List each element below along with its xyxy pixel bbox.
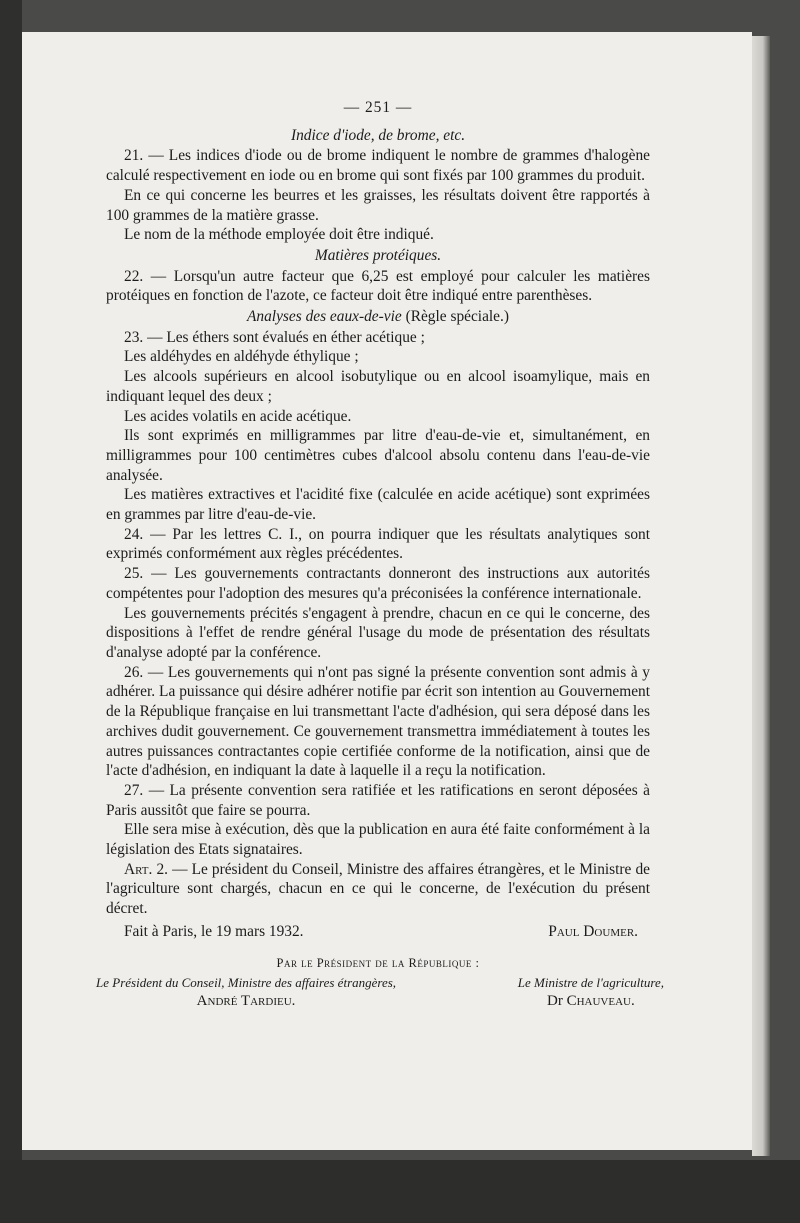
paragraph: 25. — Les gouvernements contractants donneront des instructions aux autorités compétentes pour l'adoption des mesures qu'a préconisées la conférence internationale.: [106, 565, 650, 602]
paragraph: Les gouvernements précités s'engagent à prendre, chacun en ce qui le concerne, des dispositions à l'effet de rendre général l'usage du mode de présentation des résultats d'analyse adopté par la conférence.: [106, 604, 650, 661]
paragraph: 22. — Lorsqu'un autre facteur que 6,25 est employé pour calculer les matières protéiques en fonction de l'azote, ce facteur doit être indiqué entre parenthèses.: [106, 267, 650, 305]
paragraph: 21. — Les indices d'iode ou de brome indiquent le nombre de grammes d'halogène calculé respectivement en iode ou en brome qui sont fixés par 100 grammes du produit.: [106, 147, 650, 185]
paragraph: Ils sont exprimés en milligrammes par litre d'eau-de-vie et, simultanément, en milligrammes pour 100 centimètres cubes d'alcool absolu contenu dans l'eau-de-vie analysée.: [106, 427, 650, 484]
paragraph: 27. — La présente convention sera ratifiée et les ratifications en seront déposées à Paris aussitôt que faire se pourra.: [106, 781, 650, 819]
paragraph: En ce qui concerne les beurres et les graisses, les résultats doivent être rapportés à 100 grammes de la matière grasse.: [106, 186, 650, 224]
paragraph: Elle sera mise à exécution, dès que la publication en aura été faite conformément à la législation des Etats signataires.: [106, 821, 650, 859]
minister-right-name-line: [518, 992, 664, 1010]
scan-bottom-edge: [0, 1160, 800, 1223]
paragraph: Les aldéhydes en aldéhyde éthylique ;: [124, 348, 359, 366]
paragraph: Les alcools supérieurs en alcool isobutylique ou en alcool isoamylique, mais en indiquant lequel des deux ;: [106, 368, 650, 405]
minister-left-name: André Tardieu.: [196, 993, 296, 1010]
minister-right-prefix: Dr: [547, 993, 563, 1010]
minister-signatures: [96, 974, 664, 1010]
paragraph: 26. — Les gouvernements qui n'ont pas signé la présente convention sont admis à y adhérer. La puissance qui désire adhérer notifie par écrit son intention au Gouvernement de la République française en lui transmettant l'acte d'adhésion, qui sera déposé dans les archives dudit gouvernement. Ce gouvernement transmettra immédiatement à toutes les autres puissances contractantes copie certifiée conforme de la notification, ainsi que de l'acte d'adhésion, en indiquant la date à laquelle il a reçu la notification.: [106, 663, 650, 780]
page-content: [96, 98, 664, 1010]
paragraph: 23. — Les éthers sont évalués en éther acétique ;: [124, 328, 425, 346]
paragraph: Le nom de la méthode employée doit être indiqué.: [124, 226, 434, 244]
par-le-president: Par le Président de la République :: [276, 955, 480, 970]
president-signature: Paul Doumer.: [548, 922, 638, 940]
minister-right-name: Chauveau.: [562, 993, 635, 1010]
minister-left: [96, 974, 396, 1010]
article-label: Art. 2.: [124, 860, 168, 878]
article-2: [106, 860, 650, 919]
heading-italic-part: Analyses des eaux-de-vie: [247, 308, 402, 326]
page-edge-shadow: [752, 36, 770, 1156]
article-text: — Le président du Conseil, Ministre des affaires étrangères, et le Ministre de l'agriculture sont chargés, chacun en ce qui le concerne, de l'exécution du présent décret.: [106, 860, 651, 918]
paragraph: Les matières extractives et l'acidité fixe (calculée en acide acétique) sont exprimées en grammes par litre d'eau-de-vie.: [106, 486, 650, 524]
heading-roman-part: (Règle spéciale.): [405, 308, 509, 326]
paragraph: Les acides volatils en acide acétique.: [124, 407, 352, 425]
heading-indice-iode: Indice d'iode, de brome, etc.: [290, 126, 466, 144]
paragraph: 24. — Par les lettres C. I., on pourra indiquer que les résultats analytiques sont exprimés conformément aux règles précédentes.: [106, 525, 650, 563]
heading-matieres-proteiques: Matières protéiques.: [314, 246, 442, 264]
scan-left-edge: [0, 0, 22, 1223]
minister-left-title: Le Président du Conseil, Ministre des affaires étrangères,: [96, 975, 397, 991]
place-date: Fait à Paris, le 19 mars 1932.: [124, 922, 304, 940]
minister-right: [518, 974, 664, 1010]
signature-row: [106, 922, 650, 942]
page-number: — 251 —: [343, 99, 413, 116]
minister-right-title: Le Ministre de l'agriculture,: [517, 975, 664, 991]
heading-analyses-eaux-de-vie: [106, 307, 650, 327]
